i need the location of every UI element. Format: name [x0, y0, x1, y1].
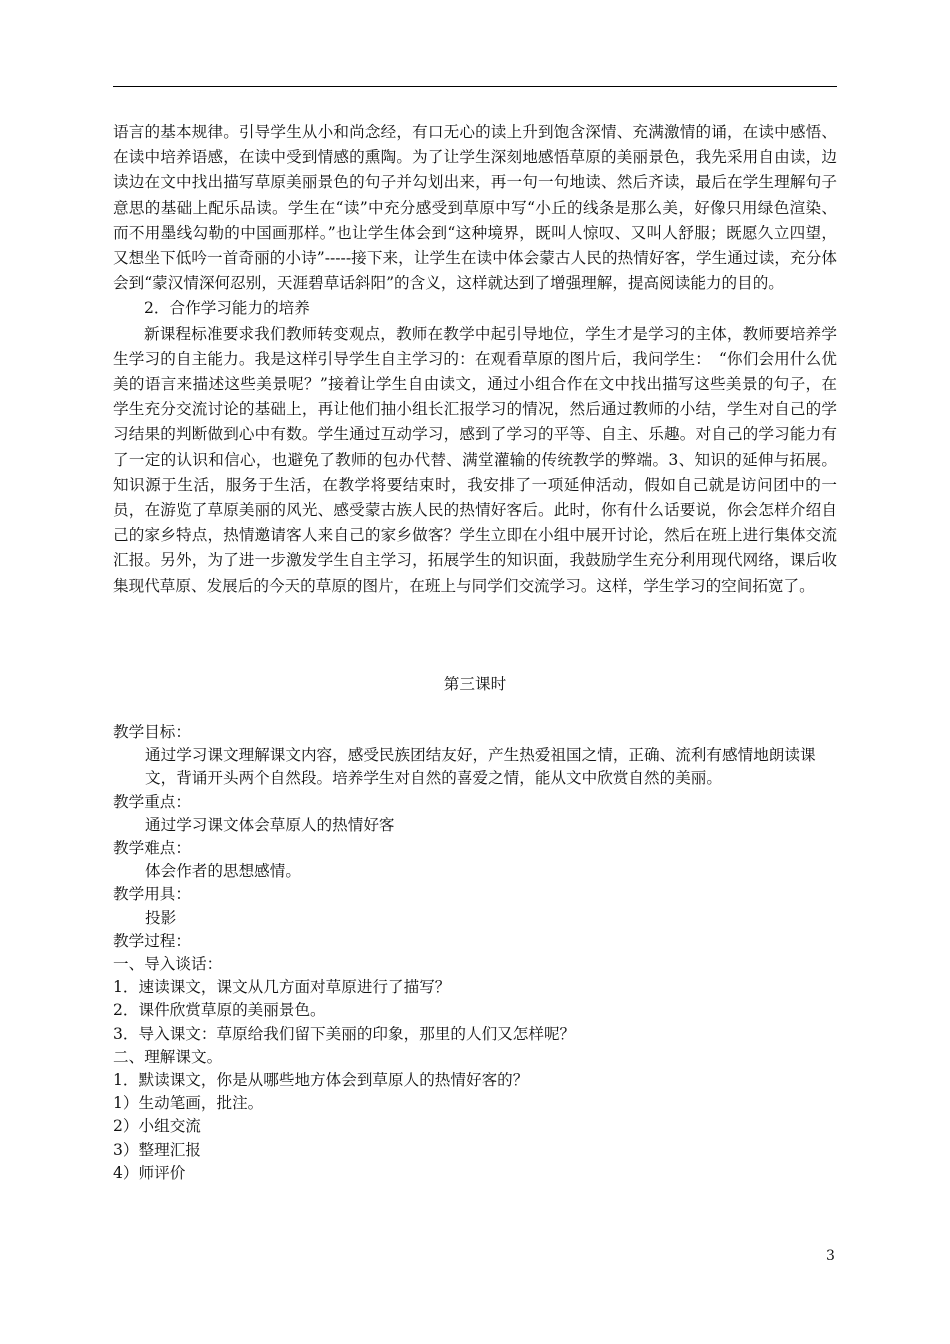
body-text	[113, 120, 837, 599]
key-points-label: 教学重点：	[113, 792, 191, 811]
process-item: 1）生动笔画，批注。	[113, 1094, 264, 1113]
process-item: 4）师评价	[113, 1163, 186, 1182]
lesson-plan	[113, 721, 837, 1185]
process-item: 2．课件欣赏草原的美丽景色。	[113, 1001, 326, 1020]
process-item: 2）小组交流	[113, 1117, 201, 1136]
key-points-text: 通过学习课文体会草原人的热情好客	[145, 815, 395, 834]
tools-label: 教学用具：	[113, 885, 191, 904]
process-item: 3．导入课文：草原给我们留下美丽的印象，那里的人们又怎样呢？	[113, 1024, 576, 1043]
difficulties-text: 体会作者的思想感情。	[145, 862, 301, 881]
process-item: 二、理解课文。	[113, 1047, 223, 1066]
process-label: 教学过程：	[113, 931, 191, 950]
header-rule	[113, 86, 837, 87]
lesson-title: 第三课时	[443, 675, 507, 693]
process-item: 一、导入谈话：	[113, 955, 223, 974]
paragraph: 新课程标准要求我们教师转变观点，教师在教学中起引导地位，学生才是学习的主体，教师要培养学生学习的自主能力。我是这样引导学生自主学习的：在观看草原的图片后，我问学生： “你们会用什么优美的语言来描述这些美景呢？”接着让学生自由读文，通过小组合作在文中找出描写这些美景的句子，在学生充分交流讨论的基础上，再让他们抽小组长汇报学习的情况，然后通过教师的小结，学生对自己的学习结果的判断做到心中有数。学生通过互动学习，感到了学习的平等、自主、乐趣。对自己的学习能力有了一定的认识和信心，也避免了教师的包办代替、满堂灌输的传统教学的弊端。3、知识的延伸与拓展。知识源于生活，服务于生活，在教学将要结束时，我安排了一项延伸活动，假如自己就是访问团中的一员，在游览了草原美丽的风光、感受蒙古族人民的热情好客后。此时，你有什么话要说，你会怎样介绍自己的家乡特点，热情邀请客人来自己的家乡做客？学生立即在小组中展开讨论，然后在班上进行集体交流汇报。另外，为了进一步激发学生自主学习，拓展学生的知识面，我鼓励学生充分利用现代网络，课后收集现代草原、发展后的今天的草原的图片，在班上与同学们交流学习。这样，学生学习的空间拓宽了。	[113, 324, 837, 595]
objectives-text: 通过学习课文理解课文内容，感受民族团结友好，产生热爱祖国之情，正确、流利有感情地朗读课文，背诵开头两个自然段。培养学生对自然的喜爱之情，能从文中欣赏自然的美丽。	[145, 746, 816, 788]
process-item: 3）整理汇报	[113, 1140, 201, 1159]
difficulties-label: 教学难点：	[113, 839, 191, 858]
process-item: 1．速读课文，课文从几方面对草原进行了描写？	[113, 978, 451, 997]
process-item: 1．默读课文，你是从哪些地方体会到草原人的热情好客的？	[113, 1071, 529, 1090]
tools-text: 投影	[145, 908, 177, 927]
objectives-label: 教学目标：	[113, 723, 191, 741]
section-heading: 2．合作学习能力的培养	[144, 299, 310, 318]
page-number: 3	[826, 1248, 835, 1264]
paragraph: 语言的基本规律。引导学生从小和尚念经，有口无心的读上升到饱含深情、充满激情的诵，在读中感悟、在读中培养语感，在读中受到情感的熏陶。为了让学生深刻地感悟草原的美丽景色，我先采用自由读，边读边在文中找出描写草原美丽景色的句子并勾划出来，再一句一句地读、然后齐读，最后在学生理解句子意思的基础上配乐品读。学生在“读”中充分感受到草原中写“小丘的线条是那么美，好像只用绿色渲染、而不用墨线勾勒的中国画那样。”也让学生体会到“这种境界，既叫人惊叹、又叫人舒服；既愿久立四望，又想坐下低吟一首奇丽的小诗”-----接下来，让学生在读中体会蒙古人民的热情好客，学生通过读，充分体会到“蒙汉情深何忍别，天涯碧草话斜阳”的含义，这样就达到了增强理解，提高阅读能力的目的。	[113, 123, 837, 293]
